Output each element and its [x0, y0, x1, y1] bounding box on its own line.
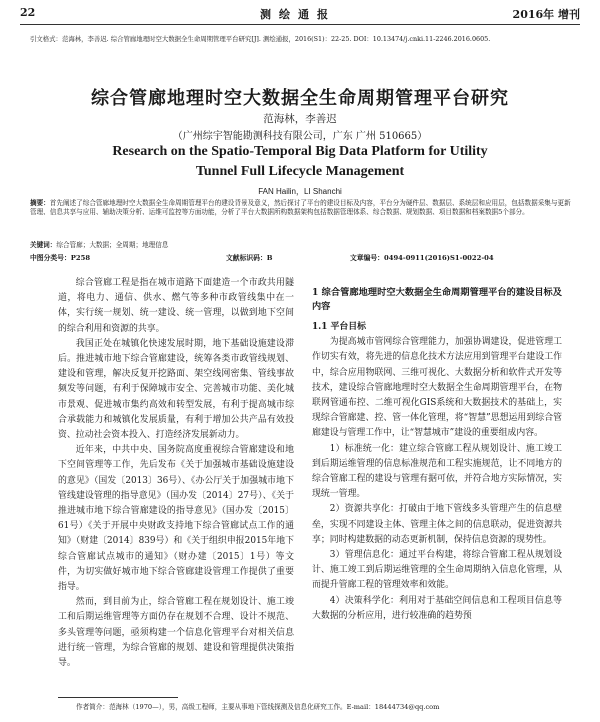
keywords-label: 关键词：	[30, 241, 57, 249]
body-paragraph: 然而，到目前为止，综合管廊工程在规划设计、施工竣工和后期运维管理等方面仍存在规划不合理、设计不规范、多头管理等问题，亟须构建一个信息化管理平台对相关信息进行统一管理，为综合管廊的规划、建设和管理提供决策指导。	[58, 597, 294, 669]
body-paragraph: 4）决策科学化：利用对于基础空间信息和工程项目信息等大数据的分析应用，进行较准确的趋势预	[312, 595, 562, 621]
abstract	[30, 199, 574, 218]
running-header	[20, 6, 580, 22]
body-paragraph: 3）管理信息化：通过平台构建，将综合管廊工程从规划设计、施工竣工到后期运维管理的全生命周期纳入信息化管理，从而提升管廊工程的管理效率和效能。	[312, 550, 562, 591]
body-column-left	[58, 276, 294, 671]
article-number: 文章编号：0494-0911(2016)S1-0022-04	[350, 254, 494, 262]
page-number: 22	[20, 6, 36, 19]
title-english-line-1: Research on the Spatio-Temporal Big Data Platform for Utility	[112, 144, 488, 159]
body-paragraph: 我国正处在城镇化快速发展时期，地下基础设施建设滞后。推进城市地下综合管廊建设，统筹各类市政管线规划、建设和管理，解决反复开挖路面、架空线网密集、管线事故频发等问题，有利于保障城市安全、完善城市功能、美化城市景观、促进城市集约高效和转型发展，有利于提高城市综合承载能力和城镇化发展质量，有利于增加公共产品有效投资、拉动社会资本投入、打造经济发展新动力。	[58, 338, 294, 441]
classification-meta	[30, 252, 574, 264]
abstract-text: 首先阐述了综合管廊地理时空大数据全生命周期管理平台的建设背景及意义，然后探讨了平台的建设目标及内容，平台分为硬件层、数据层、系统层和应用层，包括数据采集与更新管理、信息共享与应用、辅助决策分析、运维可监控等方面功能，分析了平台大数据所构数据架构包括数据管理体系、综合数据、规划数据、项目数据和档案数据5个部分。	[30, 199, 571, 217]
authors-english: FAN Hailin，LI Shanchi	[258, 187, 342, 196]
title-english	[0, 142, 600, 182]
body-paragraph: 为提高城市管网综合管理能力，加强协调建设，促进管理工作切实有效，将先进的信息化技术方法应用到管理平台建设工作中，综合应用物联网、三维可视化、大数据分析和软件式开发等技术，建设综合管廊地理时空大数据全生命周期管理平台，在物联网管通布控、二维可视化GIS系统和大数据技术的基础上，实现综合管廊建、控、管一体化管理，将“智慧”思想运用到综合管廊建设与管理工作中，让“智慧城市”建设的重要组成内容。	[312, 337, 562, 439]
body-paragraph: 2）资源共享化：打破由于地下管线多头管理产生的信息壁垒，实现不同建设主体、管理主体之间的信息联动，促进资源共享；同时构建数据的动态更新机制，保持信息资源的现势性。	[312, 504, 562, 545]
citation-format: 引文格式：范海林，李善迟. 综合管廊地理时空大数据全生命周期管理平台研究[J]. 测绘通报，2016(S1)：22-25. DOI：10.13474/j.cnki.11-2246.2016.0605.	[30, 35, 491, 43]
affiliation-chinese: （广州综宇智能勘测科技有限公司，广东 广州 510665）	[172, 131, 428, 142]
subsection-heading: 1.1 平台目标	[312, 322, 367, 332]
body-paragraph: 1）标准统一化：建立综合管廊工程从规划设计、施工竣工到后期运维管理的信息标准规范和工程实施规范，让不同地方的综合管廊工程的建设与管理有据可依，并符合地方实际情况，实现统一管理。	[312, 443, 562, 500]
keywords-text: 综合管廊；大数据；全周期；地理信息	[56, 241, 169, 249]
header-rule	[20, 24, 580, 25]
issue-edition: 2016年 增刊	[512, 8, 580, 21]
clc-number: 中图分类号：P258	[30, 254, 91, 262]
document-code: 文献标识码：B	[226, 254, 273, 262]
authors-chinese: 范海林，李善迟	[263, 113, 337, 125]
footnote-rule	[58, 697, 178, 698]
title-chinese: 综合管廊地理时空大数据全生命周期管理平台研究	[91, 88, 509, 109]
author-footnote: 作者简介：范海林（1970—），男，高级工程师，主要从事地下管线探测及信息化研究工作。E-mail：18444734@qq.com	[76, 703, 440, 711]
journal-name: 测绘通报	[260, 8, 336, 21]
body-paragraph: 综合管廊工程是指在城市道路下面建造一个市政共用隧道，将电力、通信、供水、燃气等多种市政管线集中在一体，实行统一规划、统一建设、统一管理，以做到地下空间的综合利用和资源的共享。	[58, 278, 294, 334]
keywords	[30, 239, 574, 249]
body-paragraph: 近年来，中共中央、国务院高度重视综合管廊建设和地下空间管理等工作，先后发布《关于加强城市基础设施建设的意见》（国发〔2013〕36号）、《办公厅关于加强城市地下管线建设管理的指导意见》（国办发〔2014〕27号）、《关于推进城市地下综合管廊建设的指导意见》（国办发〔2015〕61号）《关于开展中央财政支持地下综合管廊试点工作的通知》（财建〔2014〕839号）和《关于组织申报2015年地下综合管廊试点城市的通知》（财办建〔2015〕1号）等文件，为切实做好城市地下综合管廊建设管理工作提供了重要指导。	[58, 445, 294, 593]
title-english-line-2: Tunnel Full Lifecycle Management	[195, 164, 405, 179]
body-column-right	[312, 286, 562, 624]
abstract-label: 摘要：	[30, 199, 50, 207]
section-heading: 1 综合管廊地理时空大数据全生命周期管理平台的建设目标及内容	[312, 287, 562, 312]
